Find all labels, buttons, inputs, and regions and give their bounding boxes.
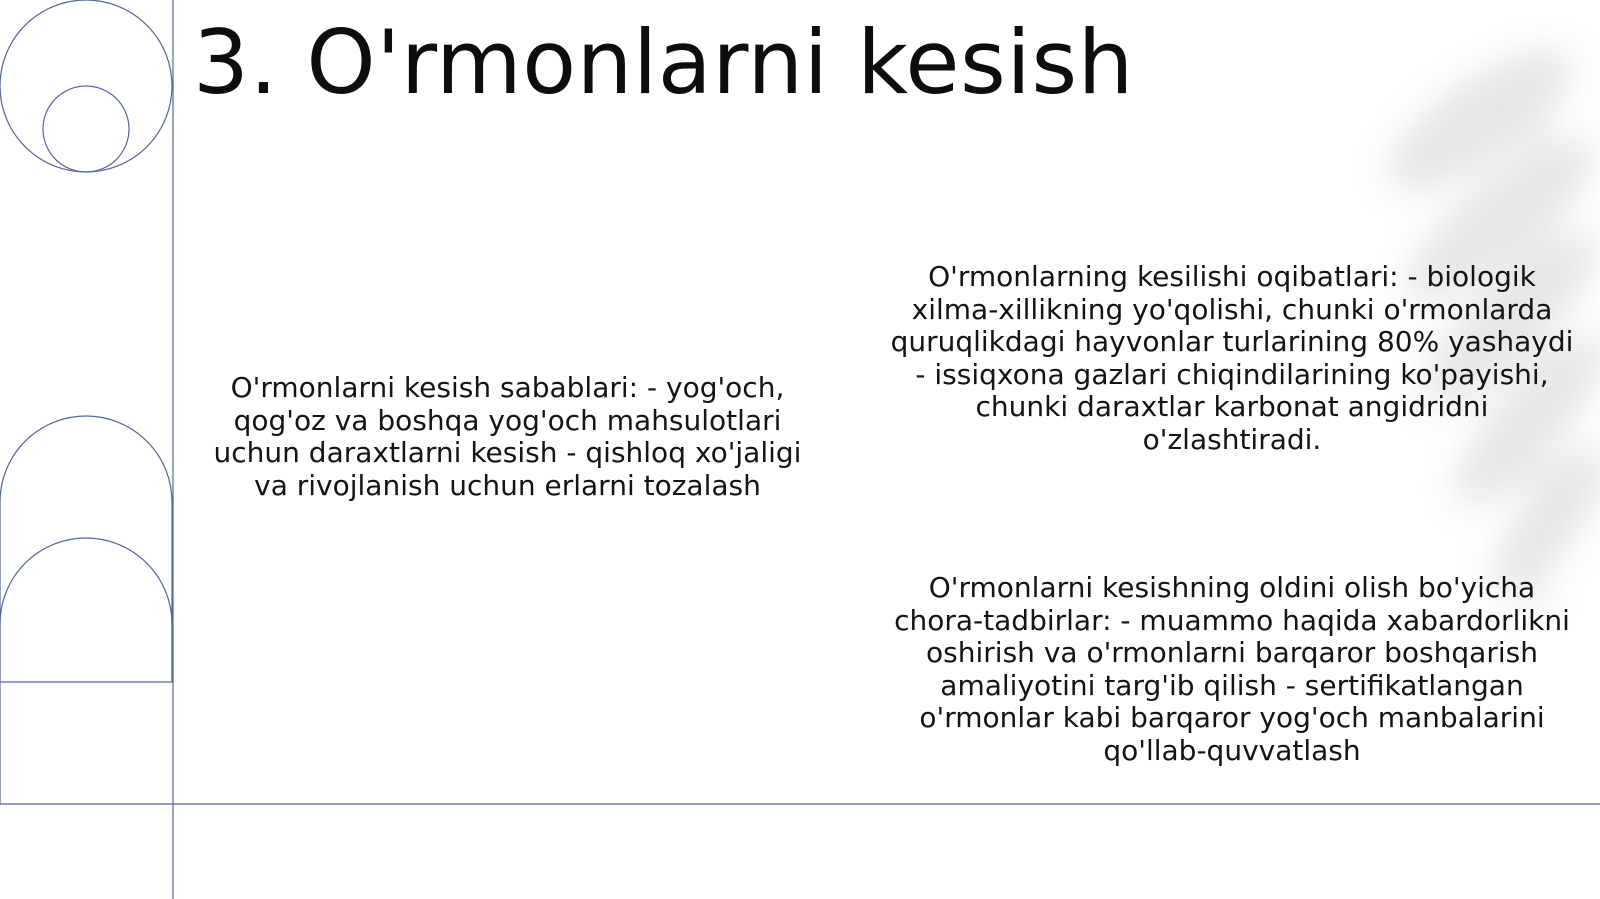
slide-title: 3. O'rmonlarni kesish [193, 11, 1134, 114]
causes-text: O'rmonlarni kesish sabablari: - yog'och, qog'oz va boshqa yog'och mahsulotlari uchun daraxtlarni kesish - qishloq xo'jaligi va rivojlanish uchun erlarni tozalash [213, 371, 802, 502]
small-circle-outline [43, 86, 129, 172]
prevention-measures-text: O'rmonlarni kesishning oldini olish bo'yicha chora-tadbirlar: - muammo haqida xabardorlikni oshirish va o'rmonlarni barqaror boshqarish amaliyotini targ'ib qilish - sertifikatlangan o'rmonlar kabi barqaror yog'och manbalarini qo'llab-quvvatlash [894, 571, 1570, 767]
upper-arch-outline [0, 416, 172, 682]
consequences-text: O'rmonlarning kesilishi oqibatlari: - biologik xilma-xillikning yo'qolishi, chunki o'rmonlarda quruqlikdagi hayvonlar turlarining 80% yashaydi - issiqxona gazlari chiqindilarining ko'payishi, chunki daraxtlar karbonat angidridni o'zlashtiradi. [890, 260, 1574, 456]
lower-arch-outline [0, 538, 172, 682]
